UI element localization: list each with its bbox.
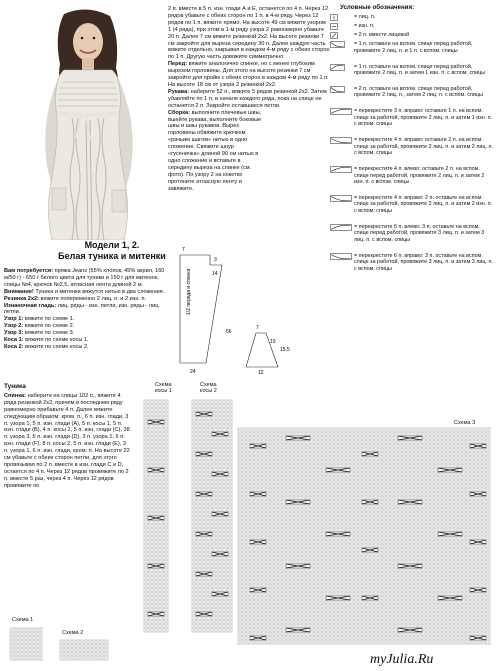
attention-text: Туника и митенки вяжутся нитью в два сложения. (35, 288, 165, 295)
rib-text: вяжите попеременно 2 лиц. п. и 2 изн. п. (40, 295, 147, 302)
back-text: наберите на спицы 102 п., вяжите 4 ряда резинкой 2х2, причем в последнем ряду равномерно прибавьте 4 п. Далее вяжите следующим образом: кром. п., 6 п. изн. глади, 3 п. узора 1, 5 п. изн. глади (А), 5 п. косы 1, 5 п. изн. глади (В), 4 п. косы 2, 5 п. изн. глади (С), 38 п. узора 3, 5 п. изн. глади (D), 3 п. узора 1, 6 п. изн. глади (F), 8 п. косы 2, 5 п. изн. глади (E), 3 п. узора 1, 6 п. изн. глади, кром. п. На высоте 22 см убавьте с обеих сторон петли, для этого провязывая по 2 п. вместе в изн. глади С и D, остается по 4 п. Через 12 рядов провяжите по 2 п. вместе 5 раз, через 4 п. Через 12 рядов провяжите по (4, 392, 130, 489)
pattern3-text: вяжите по схеме 3. (24, 330, 75, 337)
chart-2 (58, 638, 114, 664)
cable1-text: вяжите по схеме косы 1. (25, 337, 89, 344)
chart-grid (10, 628, 42, 660)
assembly-text: выполните плечевые швы, вшейте рукава, выполните боковые швы и швы рукавов. Вырез горловины обвяжите крючком «рачьим шагом» нитью в одно сложение. Свяжите шнур «гусеничка» длиной 90 см нитью в одно сложение и вставьте в середину выреза на спинке (см. фото). По узору 2 на кокетке протяните атласную ленту и завяжите. (168, 109, 262, 192)
pattern2-text: вяжите по схеме 2. (24, 323, 75, 330)
legend-symbol-icon (330, 108, 352, 116)
chart1-label: Схема 1 (12, 617, 34, 623)
legend-item-text: = 2 п. оставьте на вспом. спице перед работой, провяжите 2 лиц. п., затем 2 лиц. п. с вспом. спицы (354, 85, 483, 99)
sleeve-text: наберите 52 п., вяжите 5 рядов резинкой 2х2. Затем убавляйте по 1 п. в начале каждого ряда, пока на спице не останется 2 п. Закройте оставшиеся петли. (168, 88, 327, 109)
sch-label-3: 3 (214, 257, 217, 263)
rib-label: Резинка 2х2: (4, 295, 39, 302)
legend-item-text: = лиц. п. (354, 14, 376, 20)
sch-label-7b: 7 (256, 325, 259, 331)
legend-symbol-icon (330, 32, 352, 40)
legend-title: Условные обозначения: (340, 4, 415, 11)
legend-symbol-icon (330, 224, 352, 232)
assembly-label: Сборка: (168, 109, 191, 116)
legend-symbol-icon (330, 137, 352, 145)
legend-item-text: = перекрестите 4 п. влево: оставьте 2 п. на вспом. спице перед работой, провяжите 2 лиц. п. и затем 2 изн. п. с вспом. спицы (354, 166, 485, 186)
reverse-text: лиц. ряды - изн. петли, изн. ряды - лиц. петли. (4, 302, 160, 316)
attention-label: Внимание! (4, 288, 34, 295)
cable1-label: Коса 1: (4, 337, 24, 344)
legend-symbol-icon (330, 64, 352, 72)
legend-item-text: = 2 п. вместе лицевой (354, 32, 410, 39)
legend-item-text: = перекрестите 3 п. вправо: оставьте 1 п. на вспом. спице за работой, провяжите 2 лиц. п. и затем 1 изн. п. с вспом. спицы (354, 108, 493, 128)
pattern2-label: Узор 2: (4, 323, 24, 330)
chart-grid (238, 428, 490, 644)
legend-item-text: = перекрестите 4 п. вправо: оставьте 2 п. на вспом. спице за работой, провяжите 2 лиц. п. и затем 2 лиц. п. с вспом. спицы (354, 137, 493, 157)
pattern1-label: Узор 1: (4, 316, 24, 323)
title-line-2: Белая туника и митенки (58, 251, 166, 261)
legend-symbol-icon (330, 23, 352, 31)
sch-label-14: 14 (212, 271, 218, 277)
materials-label: Вам потребуется: (4, 268, 54, 274)
chart-grid (144, 400, 168, 632)
legend-item-text: = перекрестите 6 п. вправо: 3 п. оставьте на вспом. спице за работой, провяжите 3 лиц. п. и затем 3 лиц. п. с вспом. спицы (354, 252, 493, 272)
sch-label-155: 15,5 (280, 347, 290, 353)
pattern1-text: вяжите по схеме 1. (24, 316, 75, 323)
tunic-heading: Туника (4, 383, 26, 390)
sch-label-56: 56 (226, 329, 232, 335)
chart2-label: Схема 2 (62, 630, 84, 636)
cable2-text: вяжите по схеме косы 2. (25, 343, 89, 350)
legend-symbol-icon (330, 195, 352, 203)
garment-schematic (170, 245, 320, 375)
legend-symbol-icon (330, 166, 352, 174)
legend-symbol-icon (330, 86, 352, 94)
title-line-1: Модели 1, 2. (84, 240, 140, 250)
sleeve-label: Рукава: (168, 88, 190, 95)
pattern3-label: Узор 3: (4, 330, 24, 337)
sch-label-12: 12 (258, 370, 264, 375)
materials-block (4, 268, 166, 351)
site-logo: myJulia.Ru (370, 652, 434, 667)
chart-grid (60, 640, 108, 660)
sch-label-24: 24 (190, 369, 196, 375)
chart-cable1-label: Схема косы 1 (155, 382, 172, 394)
legend-symbol-icon (330, 253, 352, 261)
materials-text: пряжа Jeans (55% хлопок, 45% акрил, 160 м/50 г) - 650 г белого цвета для туники и 150 г для митенок, спицы №4, крючок №2,5, атласная лента длиной 2 м. (4, 268, 165, 288)
legend-symbol-icon (330, 41, 352, 49)
legend-item-text: = изн. п. (354, 23, 375, 30)
chart-cable2-label: Схема косы 2 (200, 382, 217, 394)
model-photo (12, 8, 162, 240)
model-title (52, 240, 172, 262)
tunic-section (4, 384, 132, 490)
legend-symbol-icon (330, 14, 352, 22)
legend-item-text: = перекрестите 6 п. влево: 3 п. оставьте на вспом. спице перед работой, провяжите 3 лиц. п. и затем 3 лиц. п. с вспом. спицы (354, 223, 485, 243)
legend-item-text: = 1 п. оставьте на вспом. спице перед работой, провяжите 2 лиц. п. и 1 п. с вспом. спицы (354, 41, 473, 54)
sch-label-7: 7 (182, 247, 185, 253)
back-continued: 2 п. вместе в 5 п. изн. глади А и Е, останется по 4 п. Через 12 рядов убавьте с обеих сторон по 1 п. в 4-м ряду. Через 12 рядов по 1 п. вяжите прямо. На высоте 49 см вяжите узором 1 (4 ряда), при этом в 1-м ряду узора 2 равномерно убавьте 20 п. Далее 7 см вяжите резинкой 2х2. На высоте резинки 7 см закройте для выреза середину 30 п. Далее каждую часть вяжите отдельно, закрывая в каждом 4-м ряду с обеих сторон по 1 п. Другую часть довяжите симметрично. (168, 6, 330, 61)
chart3-label: Схема 3 (454, 420, 476, 426)
back-label: Спинка: (4, 392, 27, 399)
chart-3 (236, 426, 494, 648)
cable2-label: Коса 2: (4, 343, 24, 350)
chart-grid (192, 400, 232, 632)
legend-item-text: = 1 п. оставьте на вспом. спице перед работой, провяжите 2 лиц. п. и затем 1 изн. п. с вспом. спицы (354, 63, 486, 77)
sch-label-10: 10 (270, 339, 276, 345)
chart-1 (8, 626, 48, 662)
cable-charts (140, 396, 236, 646)
reverse-label: Изнаночная гладь: (4, 302, 57, 309)
instructions-column (168, 6, 330, 192)
front-label: Перед: (168, 61, 188, 68)
front-text: вяжите аналогично спинке, но с менее глубоким вырезом горловины. Для этого на высоте резинки 7 см закройте для пройм с обеих сторон в каждом 4-м ряду по 1 п. На высоте 18 см от узора 2 резинкой 2х2. (168, 61, 329, 88)
legend-item-text: = перекрестите 4 п. вправо: 2 п. оставьте на вспом. спице за работой, провяжите 2 лиц. п. и затем 2 изн. п. с вспом. спицы (354, 194, 493, 215)
sch-label-half: 1/2 переда и спинки (186, 268, 192, 315)
